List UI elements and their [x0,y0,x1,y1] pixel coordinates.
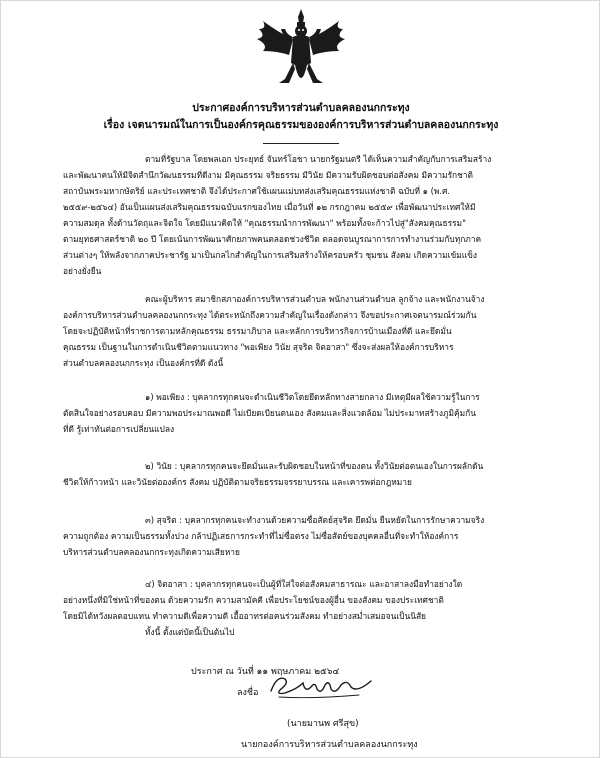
text-line: ๑) พอเพียง : บุคลากรทุกคนจะดำเนินชีวิตโดยยึดหลักทางสายกลาง มีเหตุมีผลใช้ความรู้ในการ [145,392,480,402]
text-line: ความถูกต้อง ความเป็นธรรมทั้งปวง กล้าปฏิเสธการกระทำที่ไม่ซื่อตรง ไม่ซื่อสัตย์ของบุคคลอื่นที่จะทำให้องค์การ [63,531,459,541]
announcement-title: ประกาศองค์การบริหารส่วนตำบลคลองนกกระทุง [192,102,410,114]
signer-name: (นายมานพ ศรีสุข) [287,719,359,729]
text-line: สถาบันพระมหากษัตริย์ และประเทศชาติ จึงได้ประกาศใช้แผนแม่บทส่งเสริมคุณธรรมแห่งชาติ ฉบับที่ ๑ (พ.ศ. [63,186,451,196]
item-honesty [63,512,545,560]
text-line: ส่วนต่างๆ ให้พลังจากภาคประชารัฐ มาเป็นกลไกสำคัญในการเสริมสร้างให้ครอบครัว ชุมชน สังคม เกิดความเข้มแข็ง [63,250,477,260]
text-line: ความสมดุล ทั้งด้านวัตถุและจิตใจ โดยมีแนวคิดให้ "คุณธรรมนำการพัฒนา" พร้อมทั้งจะก้าวไปสู่"สังคมคุณธรรม" [63,218,466,228]
handwritten-signature [263,669,383,703]
text-line: และพัฒนาคนให้มีจิตสำนึกวัฒนธรรมที่ดีงาม มีคุณธรรม จริยธรรม มีวินัย มีความรับผิดชอบต่อสังคม มีความรักชาติ [63,170,473,180]
text-line: ตามยุทธศาสตร์ชาติ ๒๐ ปี โดยเน้นการพัฒนาศักยภาพคนตลอดช่วงชีวิต ตลอดจนบูรณาการการทำงานร่วมกับทุกภาค [63,234,482,244]
item-volunteer [63,576,545,640]
item-sufficiency [63,389,545,437]
signer-position: นายกองค์การบริหารส่วนตำบลคลองนกกระทุง [241,740,418,750]
text-line: ตัดสินใจอย่างรอบคอบ มีความพอประมาณพอดี ไม่เบียดเบียนตนเอง สังคมและสิ่งแวดล้อม ไม่ประมาทสร้างภูมิคุ้มกัน [63,408,476,418]
announcement-subject: เรื่อง เจตนารมณ์ในการเป็นองค์กรคุณธรรมขององค์การบริหารส่วนตำบลคลองนกกระทุง [103,119,499,131]
title-divider [263,143,339,144]
signature-label: ลงชื่อ [237,688,259,698]
text-line: ๓) สุจริต : บุคลากรทุกคนจะทำงานด้วยความซื่อสัตย์สุจริต ยึดมั่น ยืนหยัดในการรักษาความจริง [145,515,485,525]
text-line: คณะผู้บริหาร สมาชิกสภาองค์การบริหารส่วนตำบล พนักงานส่วนตำบล ลูกจ้าง และพนักงานจ้าง [145,294,485,304]
paragraph-intro [63,151,545,279]
garuda-emblem-icon [249,7,353,93]
text-line: อย่างหนึ่งที่มิใช่หน้าที่ของตน ด้วยความรัก ความสามัคคี เพื่อประโยชน์ของผู้อื่น ของสังคม ของประเทศชาติ [63,595,444,605]
text-line: โดยมิได้หวังผลตอบแทน ทำความดีเพื่อความดี เอื้ออาทรต่อคนร่วมสังคม ทำอย่างสม่ำเสมอจนเป็นนิสัย [63,611,426,621]
paragraph-commitment [63,291,545,371]
text-line: ส่วนตำบลคลองนกกระทุง เป็นองค์กรที่ดี ดังนี้ [63,358,224,368]
text-line: ๒๕๕๙-๒๕๖๔) อันเป็นแผนส่งเสริมคุณธรรมฉบับแรกของไทย เมื่อวันที่ ๑๒ กรกฎาคม ๒๕๕๙ เพื่อพัฒนาประเทศให้มี [63,202,476,212]
text-line: ที่ดี รู้เท่าทันต่อการเปลี่ยนแปลง [63,424,175,434]
text-line: บริหารส่วนตำบลคลองนกกระทุงเกิดความเสียหาย [63,547,240,557]
text-line: อย่างยั่งยืน [63,266,102,276]
text-line: ๒) วินัย : บุคลากรทุกคนจะยึดมั่นและรับผิดชอบในหน้าที่ของตน ทั้งวินัยต่อตนเองในการผลักดัน [145,461,484,471]
text-line: โดยจะปฏิบัติหน้าที่ราชการตามหลักคุณธรรม ธรรมาภิบาล และหลักการบริหารกิจการบ้านเมืองที่ดี และยึดมั่น [63,326,452,336]
text-line: คุณธรรม เป็นฐานในการดำเนินชีวิตตามแนวทาง "พอเพียง วินัย สุจริต จิตอาสา" ซึ่งจะส่งผลให้องค์การบริหาร [63,342,454,352]
text-line: ทั้งนี้ ตั้งแต่บัดนี้เป็นต้นไป [145,627,235,637]
text-line: ๔) จิตอาสา : บุคลากรทุกคนจะเป็นผู้ที่ใส่ใจต่อสังคมสาธารณะ และอาสาลงมือทำอย่างใด [145,579,463,589]
text-line: ตามที่รัฐบาล โดยพลเอก ประยุทธ์ จันทร์โอชา นายกรัฐมนตรี ได้เห็นความสำคัญกับการเสริมสร้าง [145,154,492,164]
announcement-date: ประกาศ ณ วันที่ ๑๑ พฤษภาคม ๒๕๖๔ [191,667,340,677]
item-discipline [63,458,545,490]
text-line: องค์การบริหารส่วนตำบลคลองนกกระทุง ได้ตระหนักถึงความสำคัญในเรื่องดังกล่าว จึงขอประกาศเจตนารมณ์ร่วมกัน [63,310,477,320]
text-line: ชีวิตให้ก้าวหน้า และวินัยต่อองค์กร สังคม ปฏิบัติตามจริยธรรมจรรยาบรรณ และเคารพต่อกฎหมาย [63,477,412,487]
